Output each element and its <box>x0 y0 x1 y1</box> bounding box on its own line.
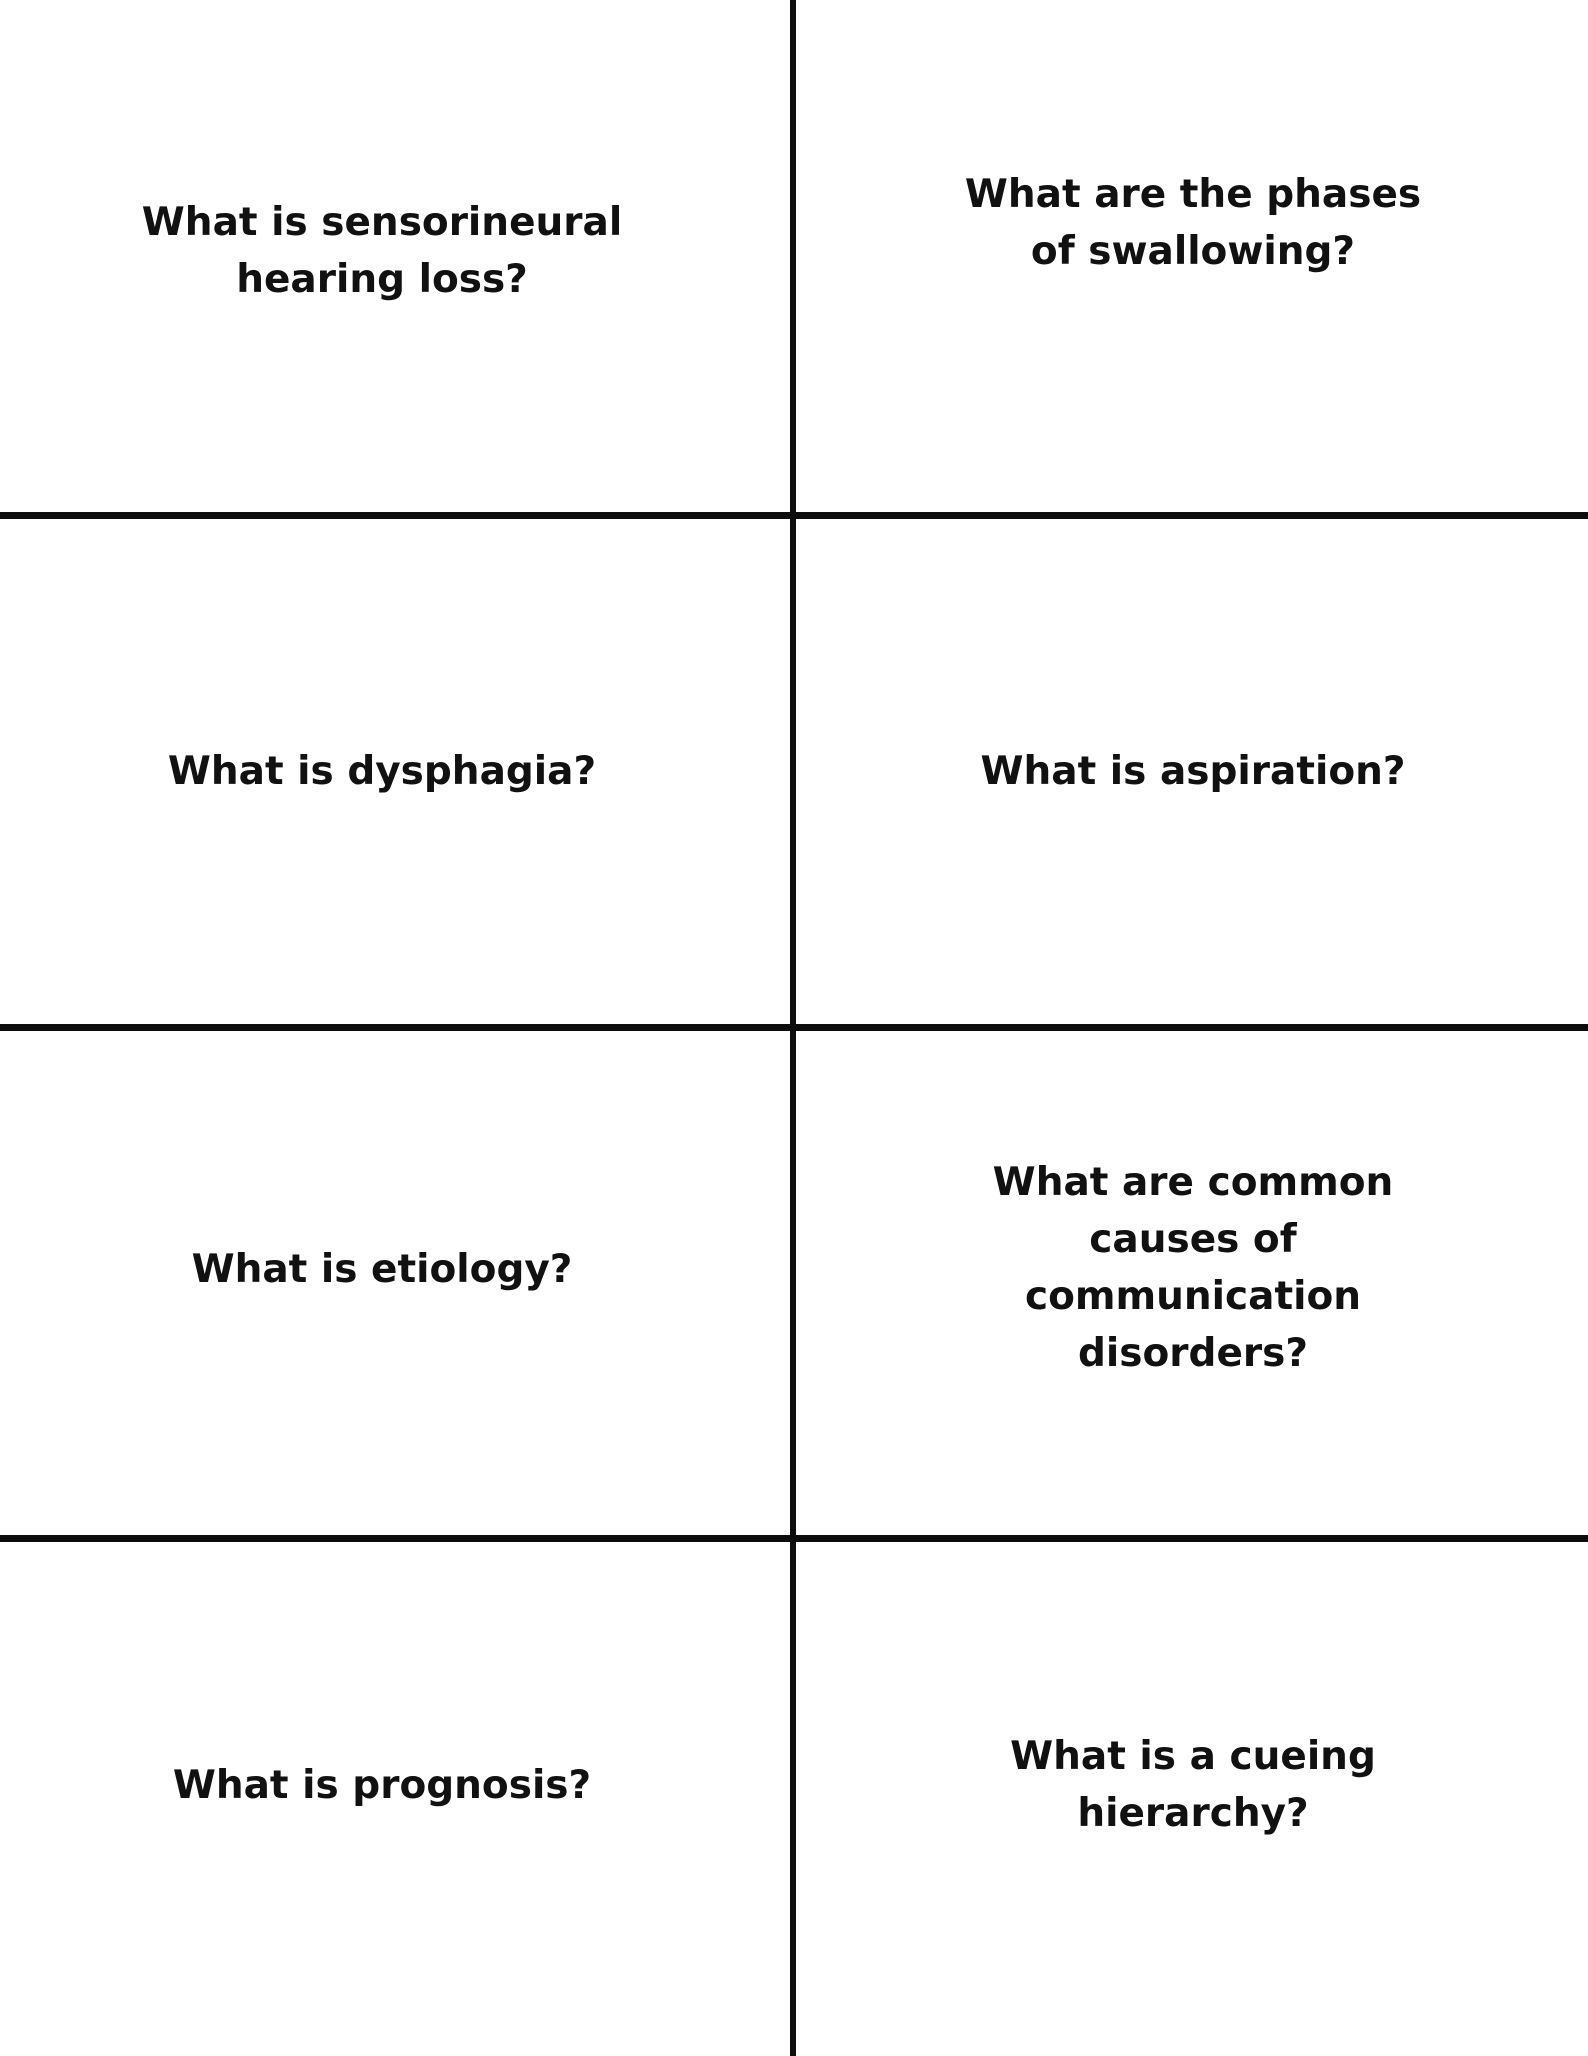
flashcard-question: What is aspiration? <box>980 749 1406 794</box>
flashcard-question: What is dysphagia? <box>167 749 597 794</box>
flashcard <box>796 519 1588 1024</box>
flashcard <box>796 1542 1588 2056</box>
flashcard-question: What are the phases of swallowing? <box>964 172 1422 274</box>
flashcard <box>796 0 1588 512</box>
flashcard-question: What are common causes of communication disorders? <box>992 1160 1394 1376</box>
flashcard-question: What is sensorineural hearing loss? <box>141 200 623 302</box>
flashcard-question: What is a cueing hierarchy? <box>1010 1734 1376 1836</box>
flashcard <box>796 1031 1588 1535</box>
horizontal-cut-line-3 <box>0 1535 1588 1542</box>
flashcard-question: What is prognosis? <box>172 1762 592 1808</box>
flashcard <box>0 1542 764 2056</box>
horizontal-cut-line-1 <box>0 512 1588 519</box>
flashcard-question: What is etiology? <box>191 1246 573 1292</box>
flashcard <box>0 0 764 512</box>
flashcard <box>0 1031 764 1535</box>
flashcard <box>0 519 764 1024</box>
horizontal-cut-line-2 <box>0 1024 1588 1031</box>
